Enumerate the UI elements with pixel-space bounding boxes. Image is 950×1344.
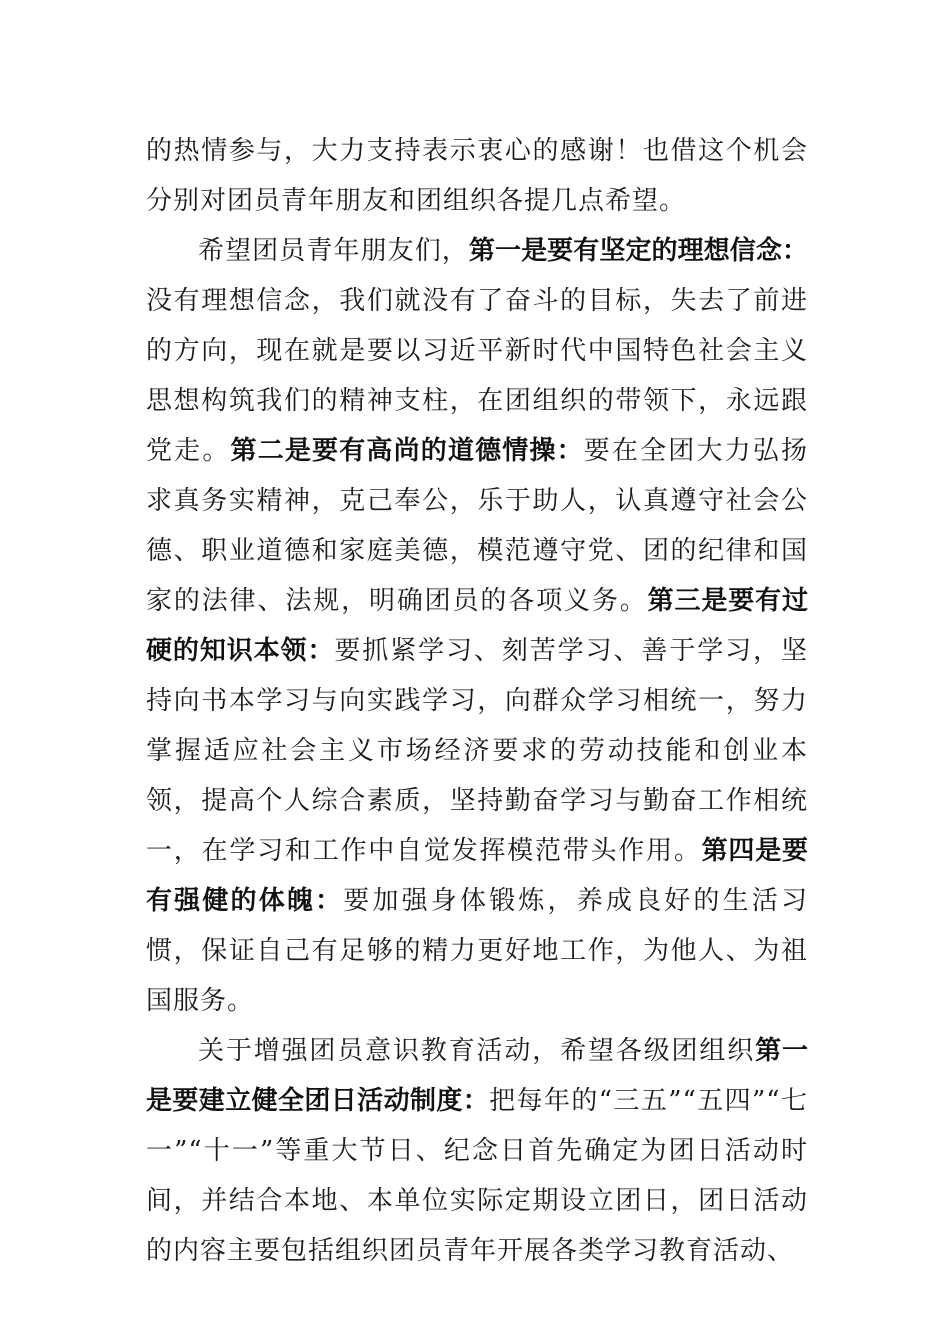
paragraph-closing-thanks xyxy=(146,126,808,226)
text-run: 要加强身体锻炼，养成良好的生活习惯，保证自己有足够的精力更好地工作，为他人、为祖国服务。 xyxy=(146,886,808,1016)
text-run: 没有理想信念，我们就没有了奋斗的目标，失去了前进的方向，现在就是要以习近平新时代中国特色社会主义思想构筑我们的精神支柱，在团组织的带领下，永远跟党走。 xyxy=(146,286,808,466)
point-heading-4: 第四是要有强健的体魄： xyxy=(146,836,808,916)
point-heading-3: 第三是要有过硬的知识本领： xyxy=(146,586,808,666)
text-run: 希望团员青年朋友们， xyxy=(198,236,469,266)
paragraph-organization-hopes xyxy=(146,1026,808,1276)
text-run: 把每年的“三五”“五四”“七一”“十一”等重大节日、纪念日首先确定为团日活动时间，并结合本地、本单位实际定期设立团日，团日活动的内容主要包括组织团员青年开展各类学习教育活动、 xyxy=(146,1086,808,1266)
point-heading-1: 第一是要有坚定的理想信念： xyxy=(468,236,808,266)
paragraph-youth-hopes xyxy=(146,226,808,1026)
text-run: 的热情参与，大力支持表示衷心的感谢！也借这个机会分别对团员青年朋友和团组织各提几点希望。 xyxy=(146,136,808,216)
point-heading-org-1: 第一是要建立健全团日活动制度： xyxy=(146,1036,808,1116)
point-heading-2: 第二是要有高尚的道德情操： xyxy=(230,436,584,466)
body-text xyxy=(146,126,808,1276)
text-run: 要抓紧学习、刻苦学习、善于学习，坚持向书本学习与向实践学习，向群众学习相统一，努力掌握适应社会主义市场经济要求的劳动技能和创业本领，提高个人综合素质，坚持勤奋学习与勤奋工作相统一，在学习和工作中自觉发挥模范带头作用。 xyxy=(146,636,808,866)
text-run: 要在全团大力弘扬求真务实精神，克己奉公，乐于助人，认真遵守社会公德、职业道德和家庭美德，模范遵守党、团的纪律和国家的法律、法规，明确团员的各项义务。 xyxy=(146,436,808,616)
text-run: 关于增强团员意识教育活动，希望各级团组织 xyxy=(198,1036,756,1066)
